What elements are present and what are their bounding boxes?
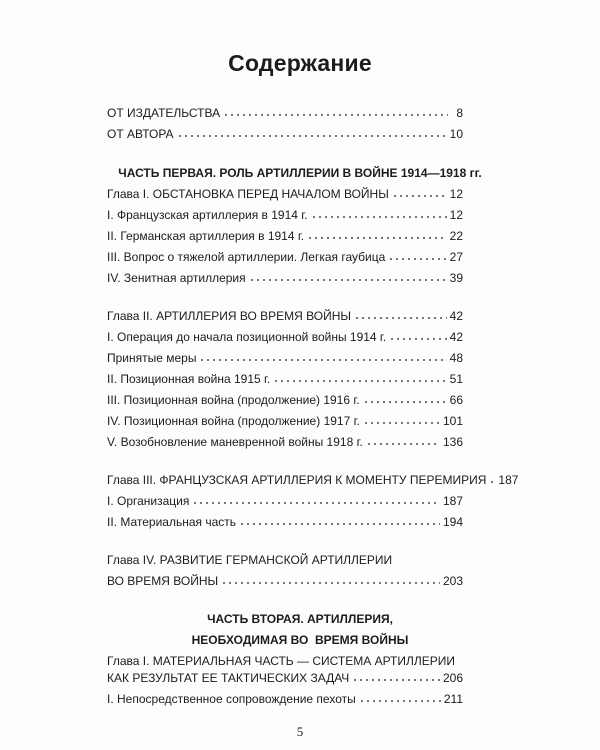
toc-chapter-label-line1[interactable]: Глава I. МАТЕРИАЛЬНАЯ ЧАСТЬ — СИСТЕМА АРТИЛЛЕРИИ — [107, 654, 455, 668]
toc-entry[interactable] — [107, 411, 463, 431]
toc-chapter-entry[interactable] — [107, 668, 463, 688]
toc-entry-label: КАК РЕЗУЛЬТАТ ЕЕ ТАКТИЧЕСКИХ ЗАДАЧ — [107, 671, 350, 685]
toc-entry[interactable] — [107, 205, 463, 225]
part-two-heading-line1: ЧАСТЬ ВТОРАЯ. АРТИЛЛЕРИЯ, — [207, 612, 393, 626]
dot-leader — [363, 413, 440, 425]
dot-leader — [249, 270, 447, 282]
toc-entry[interactable] — [107, 327, 463, 347]
toc-chapter-label-line1[interactable]: Глава IV. РАЗВИТИЕ ГЕРМАНСКОЙ АРТИЛЛЕРИИ — [107, 553, 393, 567]
toc-entry[interactable] — [107, 512, 463, 532]
toc-entry-label: Глава III. ФРАНЦУЗСКАЯ АРТИЛЛЕРИЯ К МОМЕНТУ ПЕРЕМИРИЯ — [107, 473, 487, 487]
toc-entry[interactable] — [107, 103, 463, 123]
dot-leader — [192, 493, 440, 505]
toc-entry[interactable] — [107, 247, 463, 267]
toc-entry[interactable] — [107, 124, 463, 144]
dot-leader — [359, 691, 441, 703]
dot-leader — [352, 670, 440, 682]
dot-leader — [239, 514, 440, 526]
toc-entry-page: 10 — [449, 127, 463, 141]
dot-leader — [177, 126, 447, 138]
toc-entry[interactable] — [107, 369, 463, 389]
toc-entry-label: II. Материальная часть — [107, 515, 237, 529]
toc-entry-page: 187 — [442, 494, 463, 508]
dot-leader — [392, 186, 447, 198]
toc-chapter-entry[interactable] — [107, 306, 463, 326]
toc-entry-label: III. Позиционная война (продолжение) 1916 г. — [107, 393, 360, 407]
dot-leader — [366, 434, 440, 446]
dot-leader — [273, 371, 446, 383]
toc-entry-label: V. Возобновление маневренной войны 1918 г. — [107, 435, 363, 449]
toc-entry[interactable] — [107, 491, 463, 511]
toc-chapter-entry[interactable] — [107, 571, 463, 591]
toc-entry-page: 66 — [449, 393, 463, 407]
toc-entry-label: II. Германская артиллерия в 1914 г. — [107, 229, 305, 243]
dot-leader — [363, 392, 447, 404]
toc-entry-page: 42 — [449, 330, 463, 344]
toc-entry-page: 22 — [449, 229, 463, 243]
page-title: Содержание — [228, 50, 372, 76]
dot-leader — [354, 308, 447, 320]
toc-entry-label: Глава II. АРТИЛЛЕРИЯ ВО ВРЕМЯ ВОЙНЫ — [107, 309, 352, 323]
toc-entry-page: 187 — [498, 473, 519, 487]
toc-entry-page: 12 — [449, 208, 463, 222]
toc-entry-label: IV. Позиционная война (продолжение) 1917 г. — [107, 414, 360, 428]
toc-entry-label: I. Непосредственное сопровождение пехоты — [107, 692, 356, 706]
toc-entry-page: 206 — [442, 671, 463, 685]
toc-entry-label: III. Вопрос о тяжелой артиллерии. Легкая гаубица — [107, 250, 386, 264]
toc-entry-page: 203 — [442, 574, 463, 588]
toc-entry-page: 12 — [449, 187, 463, 201]
toc-entry-page: 42 — [449, 309, 463, 323]
toc-entry[interactable] — [107, 268, 463, 288]
dot-leader — [311, 207, 447, 219]
toc-entry-page: 48 — [449, 351, 463, 365]
part-two-heading-line2: НЕОБХОДИМАЯ ВО ВРЕМЯ ВОЙНЫ — [191, 633, 409, 647]
toc-entry-label: IV. Зенитная артиллерия — [107, 271, 246, 285]
dot-leader — [223, 105, 448, 117]
toc-entry[interactable] — [107, 689, 463, 709]
toc-entry-page: 101 — [442, 414, 463, 428]
toc-entry-label: Глава I. ОБСТАНОВКА ПЕРЕД НАЧАЛОМ ВОЙНЫ — [107, 187, 389, 201]
toc-entry-label: I. Организация — [107, 494, 190, 508]
toc-chapter-entry[interactable] — [107, 470, 519, 490]
toc-entry-page: 194 — [442, 515, 463, 529]
toc-entry[interactable] — [107, 390, 463, 410]
toc-entry-page: 27 — [449, 250, 463, 264]
dot-leader — [489, 472, 495, 484]
page-number: 5 — [296, 724, 304, 739]
toc-entry-label: ОТ АВТОРА — [107, 127, 174, 141]
toc-entry-label: ОТ ИЗДАТЕЛЬСТВА — [107, 106, 221, 120]
toc-entry-page: 211 — [443, 692, 463, 706]
dot-leader — [388, 249, 446, 261]
dot-leader — [307, 228, 447, 240]
toc-entry-page: 8 — [456, 106, 463, 120]
toc-entry[interactable] — [107, 432, 463, 452]
toc-entry-label: ВО ВРЕМЯ ВОЙНЫ — [107, 574, 219, 588]
dot-leader — [389, 329, 446, 341]
part-one-heading: ЧАСТЬ ПЕРВАЯ. РОЛЬ АРТИЛЛЕРИИ В ВОЙНЕ 1914—1918 гг. — [118, 166, 482, 180]
toc-entry[interactable] — [107, 348, 463, 368]
toc-entry-page: 51 — [449, 372, 463, 386]
toc-entry-label: Принятые меры — [107, 351, 197, 365]
toc-entry-page: 39 — [449, 271, 463, 285]
dot-leader — [221, 573, 440, 585]
toc-entry-page: 136 — [442, 435, 463, 449]
toc-entry-label: I. Французская артиллерия в 1914 г. — [107, 208, 308, 222]
toc-entry-label: II. Позиционная война 1915 г. — [107, 372, 271, 386]
toc-entry[interactable] — [107, 226, 463, 246]
toc-chapter-entry[interactable] — [107, 184, 463, 204]
toc-entry-label: I. Операция до начала позиционной войны 1914 г. — [107, 330, 387, 344]
dot-leader — [199, 350, 446, 362]
